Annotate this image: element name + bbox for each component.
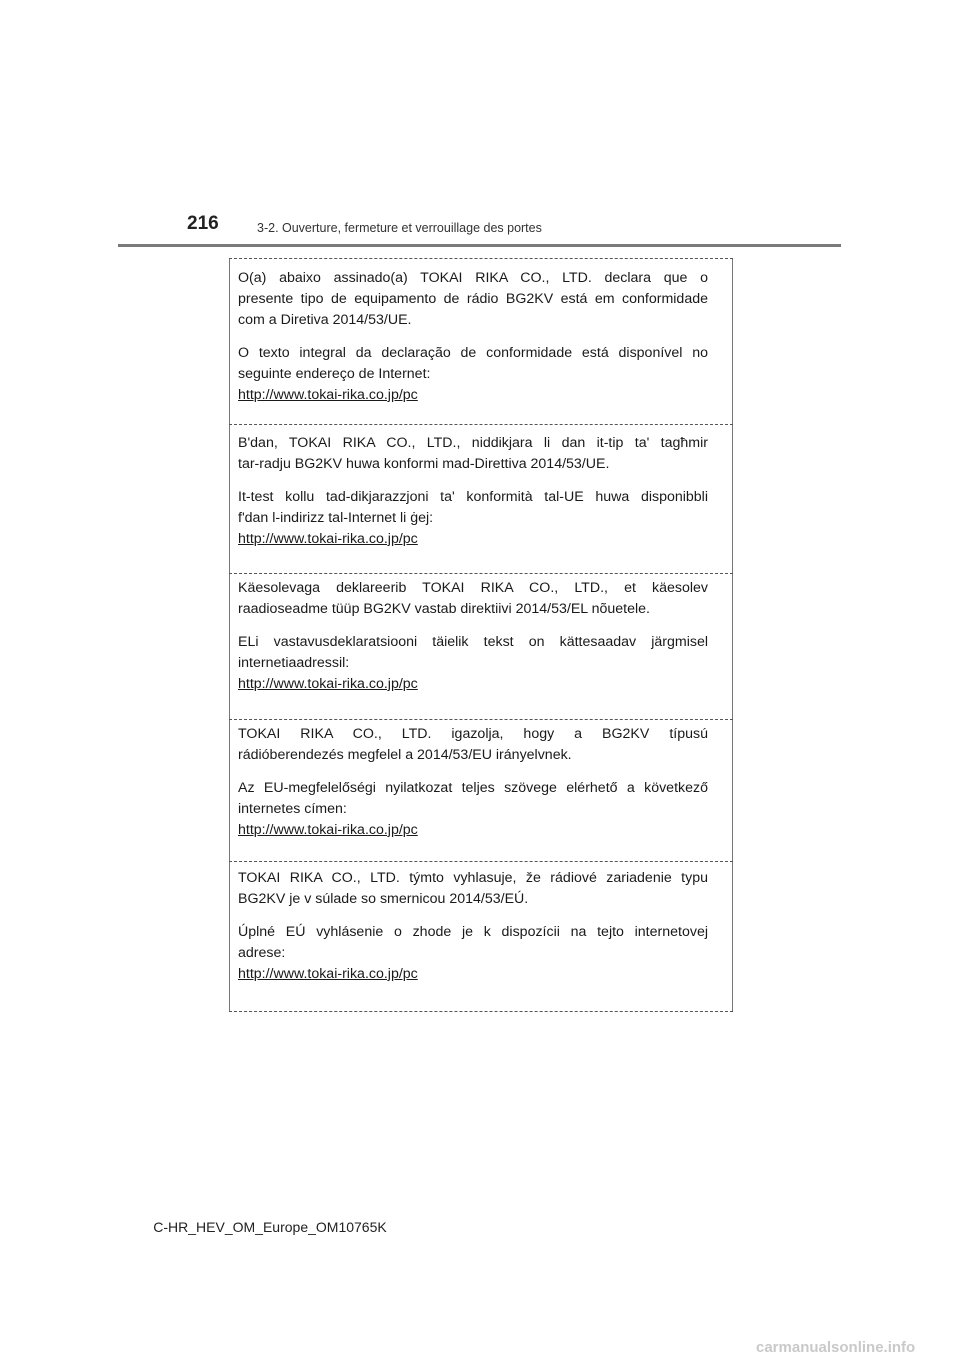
block-line: adrese: [238, 945, 286, 961]
block-line: seguinte endereço de Internet: [238, 366, 431, 382]
watermark: carmanualsonline.info [756, 1339, 916, 1356]
block-line: Käesolevaga deklareerib TOKAI RIKA CO., LTD., et käesolev [238, 580, 708, 596]
block-line: Úplné EÚ vyhlásenie o zhode je k dispozícii na tejto internetovej [238, 924, 708, 940]
block-line: B'dan, TOKAI RIKA CO., LTD., niddikjara li dan it-tip ta' tagħmir [238, 435, 708, 451]
block-line: O(a) abaixo assinado(a) TOKAI RIKA CO., LTD. declara que o [238, 270, 708, 286]
block-line: com a Diretiva 2014/53/UE. [238, 312, 412, 328]
block-separator [229, 424, 733, 425]
block-line: ELi vastavusdeklaratsiooni täielik tekst on kättesaadav järgmisel [238, 634, 708, 650]
declaration-link[interactable]: http://www.tokai-rika.co.jp/pc [238, 387, 418, 403]
box-top-border [229, 258, 733, 259]
block-line: f'dan l-indirizz tal-Internet li ġej: [238, 510, 434, 526]
document-code: C-HR_HEV_OM_Europe_OM10765K [153, 1219, 387, 1235]
declaration-block-hungarian [238, 724, 708, 841]
block-separator [229, 861, 733, 862]
declaration-link[interactable]: http://www.tokai-rika.co.jp/pc [238, 822, 418, 838]
block-separator [229, 573, 733, 574]
declaration-link[interactable]: http://www.tokai-rika.co.jp/pc [238, 676, 418, 692]
declaration-block-slovak [238, 868, 708, 985]
block-line: BG2KV je v súlade so smernicou 2014/53/EÚ. [238, 891, 529, 907]
block-line: raadioseadme tüüp BG2KV vastab direktiivi 2014/53/EL nõuetele. [238, 601, 650, 617]
declaration-link[interactable]: http://www.tokai-rika.co.jp/pc [238, 531, 418, 547]
block-line: internetiaadressil: [238, 655, 350, 671]
declaration-block-maltese [238, 433, 708, 550]
block-separator [229, 719, 733, 720]
block-line: tar-radju BG2KV huwa konformi mad-Direttiva 2014/53/UE. [238, 456, 610, 472]
declaration-block-portuguese [238, 268, 708, 406]
block-line: presente tipo de equipamento de rádio BG2KV está em conformidade [238, 291, 708, 307]
block-line: internetes címen: [238, 801, 347, 817]
section-title: 3-2. Ouverture, fermeture et verrouillage des portes [257, 221, 542, 235]
block-line: It-test kollu tad-dikjarazzjoni ta' konformità tal-UE huwa disponibbli [238, 489, 708, 505]
page-number: 216 [187, 213, 219, 234]
declaration-link[interactable]: http://www.tokai-rika.co.jp/pc [238, 966, 418, 982]
box-bottom-border [229, 1011, 733, 1012]
declaration-block-estonian [238, 578, 708, 695]
block-line: TOKAI RIKA CO., LTD. týmto vyhlasuje, že rádiové zariadenie typu [238, 870, 708, 886]
declaration-box [229, 258, 733, 1012]
block-line: Az EU-megfelelőségi nyilatkozat teljes szövege elérhető a következő [238, 780, 708, 796]
block-line: TOKAI RIKA CO., LTD. igazolja, hogy a BG2KV típusú [238, 726, 708, 742]
block-line: rádióberendezés megfelel a 2014/53/EU irányelvnek. [238, 747, 572, 763]
block-line: O texto integral da declaração de conformidade está disponível no [238, 345, 708, 361]
header-rule [118, 244, 841, 247]
